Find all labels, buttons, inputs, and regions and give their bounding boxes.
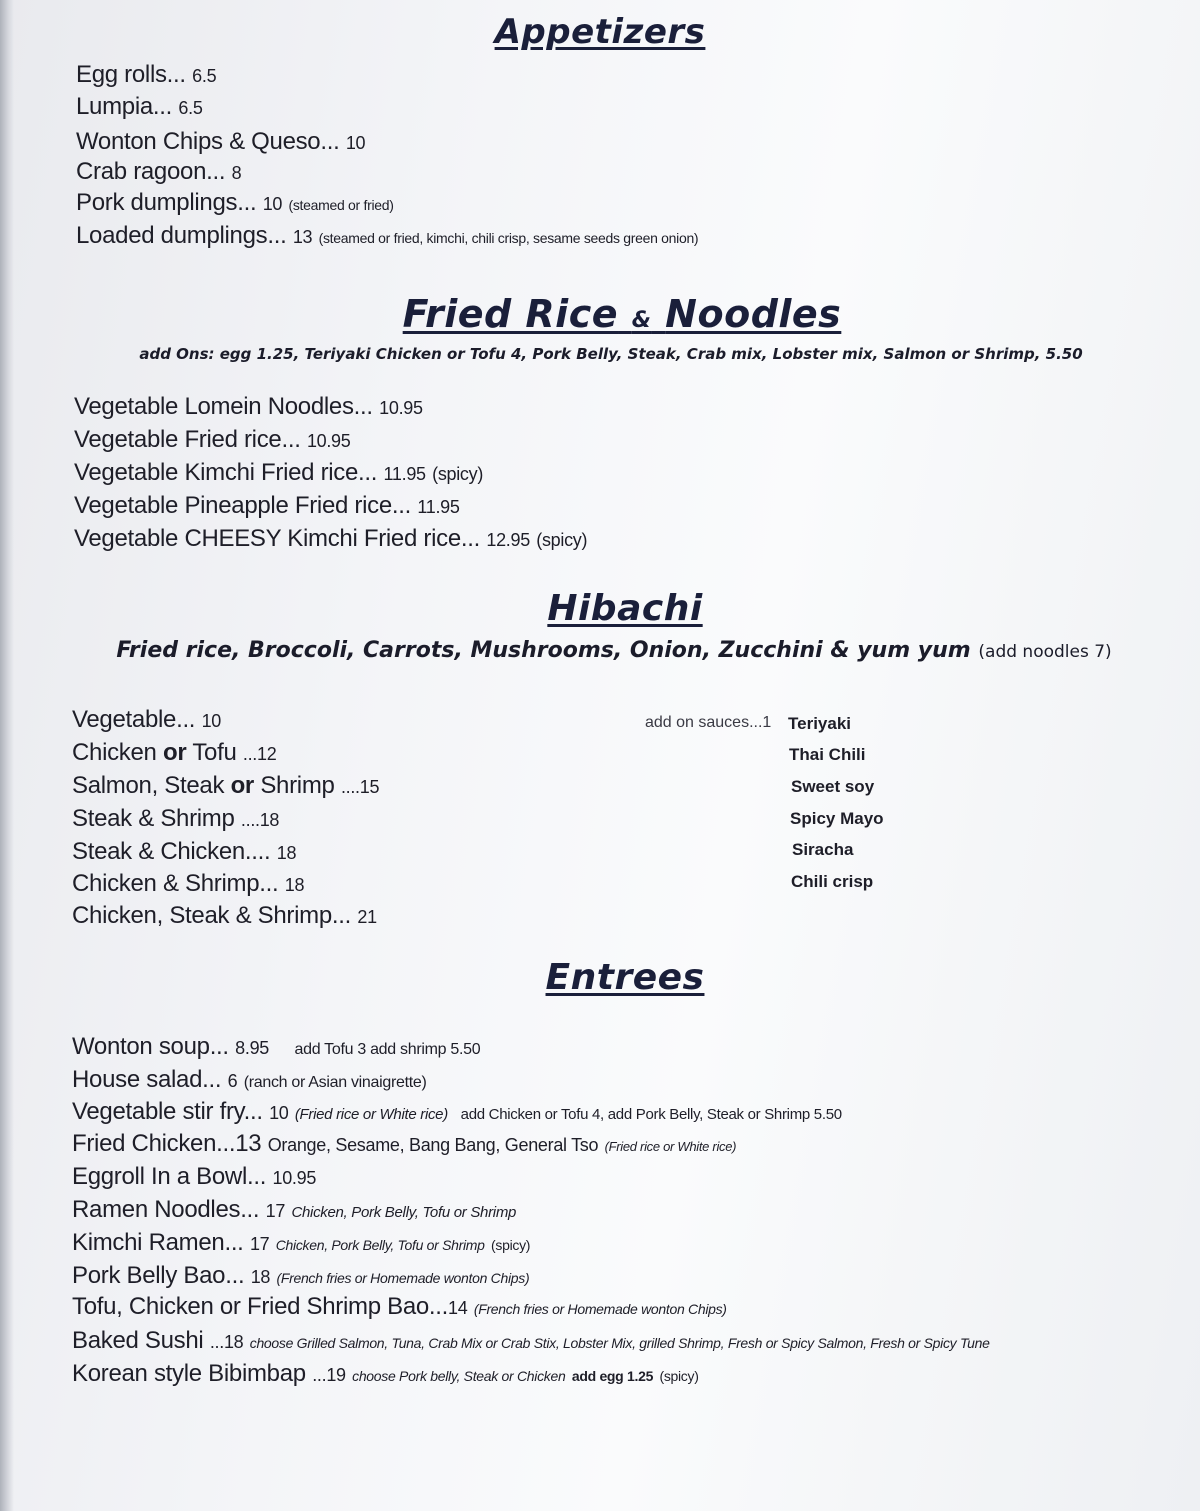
menu-item: Eggroll In a Bowl... 10.95	[72, 1163, 317, 1190]
menu-item: Pork Belly Bao... 18 (French fries or Homemade wonton Chips)	[72, 1262, 530, 1289]
menu-item: Chicken, Steak & Shrimp... 21	[72, 902, 377, 929]
hibachi-includes: Fried rice, Broccoli, Carrots, Mushrooms, Onion, Zucchini & yum yum (add noodles 7)	[116, 638, 1112, 663]
appetizers-heading: Appetizers	[494, 12, 706, 52]
menu-item: Egg rolls... 6.5	[76, 61, 217, 88]
menu-item: Chicken & Shrimp... 18	[72, 870, 305, 897]
menu-item: Wonton soup... 8.95 add Tofu 3 add shrimp 5.50	[72, 1033, 481, 1060]
menu-item: Vegetable CHEESY Kimchi Fried rice... 12.95 (spicy)	[74, 525, 588, 552]
menu-item: Tofu, Chicken or Fried Shrimp Bao...14 (French fries or Homemade wonton Chips)	[72, 1293, 727, 1320]
menu-item: Crab ragoon... 8	[76, 158, 242, 185]
menu-item: Lumpia... 6.5	[76, 93, 203, 120]
menu-item: Salmon, Steak or Shrimp ....15	[72, 772, 380, 799]
sauce-item: Spicy Mayo	[790, 809, 884, 828]
menu-item: Wonton Chips & Queso... 10	[76, 128, 366, 155]
sauce-item: Siracha	[792, 840, 854, 859]
menu-item: Pork dumplings... 10 (steamed or fried)	[76, 189, 394, 216]
menu-item: Vegetable... 10	[72, 706, 221, 733]
entrees-heading: Entrees	[545, 957, 705, 998]
sauce-item: Sweet soy	[791, 777, 875, 796]
menu-item: Baked Sushi ...18 choose Grilled Salmon, Tuna, Crab Mix or Crab Stix, Lobster Mix, grilled Shrimp, Fresh or Spicy Salmon, Fresh or Spicy Tune	[72, 1327, 990, 1354]
menu-item: Korean style Bibimbap ...19 choose Pork belly, Steak or Chicken add egg 1.25 (spicy)	[72, 1360, 699, 1387]
fried-rice-addons: add Ons: egg 1.25, Teriyaki Chicken or Tofu 4, Pork Belly, Steak, Crab mix, Lobster mix, Salmon or Shrimp, 5.50	[139, 345, 1083, 363]
sauce-item: Teriyaki	[788, 714, 852, 733]
hibachi-heading: Hibachi	[547, 588, 703, 629]
sauce-item: Chili crisp	[791, 872, 874, 891]
menu-item: Vegetable stir fry... 10 (Fried rice or White rice) add Chicken or Tofu 4, add Pork Belly, Steak or Shrimp 5.50	[72, 1098, 842, 1125]
menu-item: Steak & Chicken.... 18	[72, 838, 297, 865]
menu-item: Loaded dumplings... 13 (steamed or fried, kimchi, chili crisp, sesame seeds green onion)	[76, 222, 699, 249]
menu-item: Vegetable Pineapple Fried rice... 11.95	[74, 492, 460, 519]
menu-item: Kimchi Ramen... 17 Chicken, Pork Belly, Tofu or Shrimp (spicy)	[72, 1229, 531, 1256]
menu-item: Vegetable Kimchi Fried rice... 11.95 (spicy)	[74, 459, 484, 486]
menu-item: Ramen Noodles... 17 Chicken, Pork Belly, Tofu or Shrimp	[72, 1196, 517, 1223]
menu-item: Steak & Shrimp ....18	[72, 805, 280, 832]
page-edge-shadow	[0, 0, 14, 1511]
menu-item: Vegetable Lomein Noodles... 10.95	[74, 393, 423, 420]
fried-rice-noodles-heading: Fried Rice & Noodles	[402, 292, 842, 336]
sauce-item: Thai Chili	[789, 745, 866, 764]
menu-item: Fried Chicken...13 Orange, Sesame, Bang Bang, General Tso (Fried rice or White rice)	[72, 1130, 737, 1157]
menu-item: Vegetable Fried rice... 10.95	[74, 426, 351, 453]
menu-item: House salad... 6 (ranch or Asian vinaigrette)	[72, 1066, 427, 1093]
menu-item: Chicken or Tofu ...12	[72, 739, 277, 766]
sauces-label: add on sauces...1	[645, 714, 772, 731]
